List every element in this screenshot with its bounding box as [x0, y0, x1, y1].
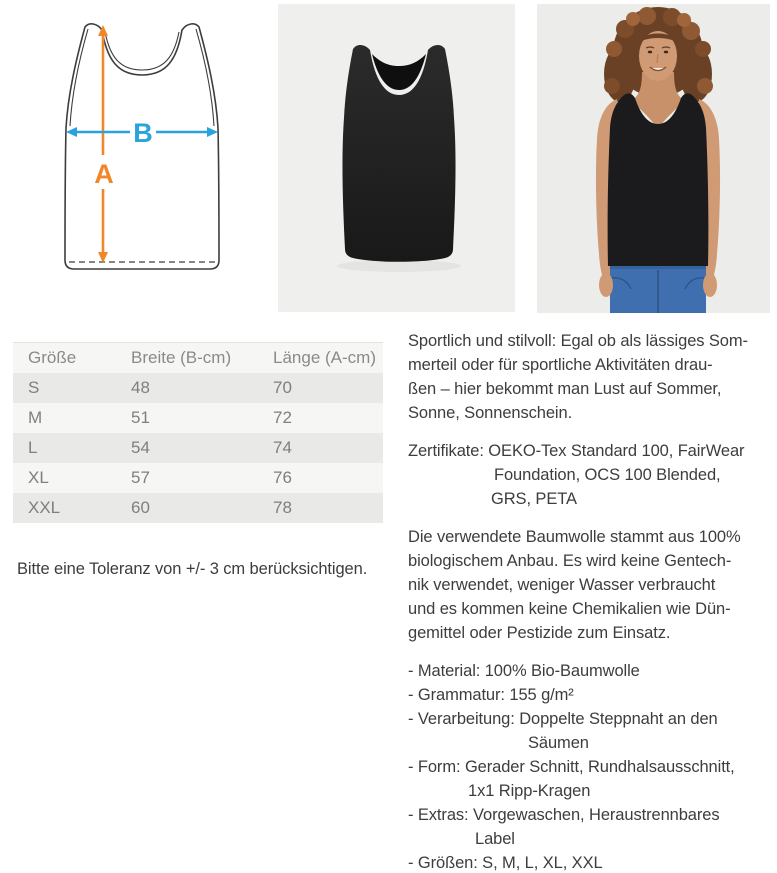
table-cell: 48 — [131, 378, 150, 397]
table-cell: 76 — [273, 468, 292, 487]
table-cell: 70 — [273, 378, 292, 397]
description-line: - Material: 100% Bio-Baumwolle — [408, 662, 640, 680]
table-cell: 57 — [131, 468, 150, 487]
size-table-body — [13, 373, 383, 523]
description-paragraph — [408, 525, 774, 645]
description-line: nik verwendet, weniger Wasser verbraucht — [408, 576, 716, 594]
table-cell: 78 — [273, 498, 292, 517]
description-line: - Größen: S, M, L, XL, XXL — [408, 854, 603, 872]
tank-top-silhouette — [342, 45, 455, 262]
table-cell: M — [28, 408, 43, 427]
length-label: A — [94, 159, 114, 189]
table-cell: 72 — [273, 408, 292, 427]
description-line: - Form: Gerader Schnitt, Rundhalsausschnitt, — [408, 758, 735, 776]
description-line: und es kommen keine Chemikalien wie Dün- — [408, 600, 731, 618]
size-diagram — [33, 12, 258, 297]
description-line: ßen – hier bekommt man Lust auf Sommer, — [408, 380, 722, 398]
description-line: merteil oder für sportliche Aktivitäten drau- — [408, 356, 713, 374]
header-cell-size: Größe — [13, 343, 130, 374]
table-row — [13, 463, 383, 493]
description-paragraph — [408, 439, 774, 511]
size-table-header — [13, 343, 383, 374]
table-cell: XL — [28, 468, 49, 487]
description-line: Sonne, Sonnenschein. — [408, 404, 573, 422]
description-line: GRS, PETA — [491, 490, 577, 508]
description-line: - Verarbeitung: Doppelte Steppnaht an den — [408, 710, 718, 728]
tolerance-note: Bitte eine Toleranz von +/- 3 cm berücksichtigen. — [17, 560, 368, 578]
description-line: Sportlich und stilvoll: Egal ob als lässiges Som- — [408, 332, 748, 350]
model-illustration — [596, 7, 720, 313]
description-line: Säumen — [528, 734, 589, 752]
table-row — [13, 403, 383, 433]
table-cell: XXL — [28, 498, 61, 517]
description-line: Foundation, OCS 100 Blended, — [494, 466, 721, 484]
size-table — [13, 342, 383, 523]
description-paragraph — [408, 329, 774, 425]
table-cell: 74 — [273, 438, 292, 457]
table-cell: L — [28, 438, 38, 457]
description-line: Die verwendete Baumwolle stammt aus 100% — [408, 528, 741, 546]
product-photo — [278, 4, 515, 312]
table-cell: 54 — [131, 438, 150, 457]
description-line: gemittel oder Pestizide zum Einsatz. — [408, 624, 671, 642]
product-shadow — [337, 260, 461, 272]
description-line: - Extras: Vorgewaschen, Heraustrennbares — [408, 806, 720, 824]
table-cell: 60 — [131, 498, 150, 517]
product-description — [408, 329, 774, 873]
size-diagram-svg — [33, 12, 258, 297]
width-label: B — [133, 118, 153, 148]
table-cell: S — [28, 378, 40, 397]
table-row — [13, 493, 383, 523]
description-line: Label — [475, 830, 515, 848]
model-photo — [537, 4, 770, 313]
product-photo-svg — [278, 4, 515, 312]
table-row — [13, 373, 383, 403]
description-line: biologischem Anbau. Es wird keine Gentech- — [408, 552, 732, 570]
table-row — [13, 433, 383, 463]
model-photo-svg — [537, 4, 770, 313]
header-cell-width: Breite (B-cm) — [130, 343, 272, 374]
description-line: Zertifikate: OEKO-Tex Standard 100, FairWear — [408, 442, 745, 460]
description-paragraph — [408, 659, 774, 873]
description-line: 1x1 Ripp-Kragen — [468, 782, 591, 800]
description-line: - Grammatur: 155 g/m² — [408, 686, 574, 704]
header-cell-length: Länge (A-cm) — [272, 343, 383, 374]
table-cell: 51 — [131, 408, 150, 427]
